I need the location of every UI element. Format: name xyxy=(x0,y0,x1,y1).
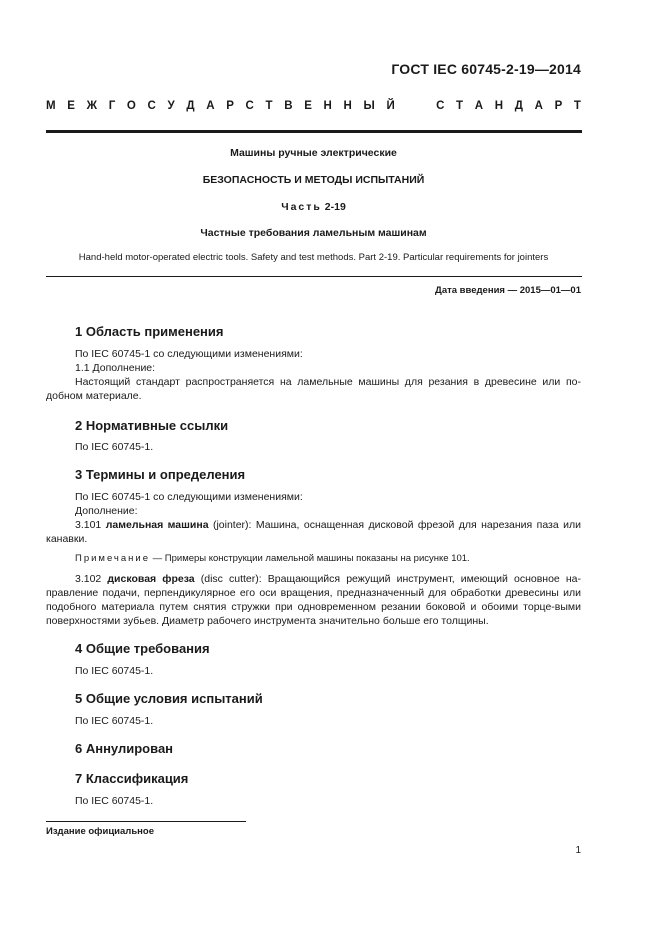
banner-letter: С xyxy=(147,100,156,112)
standard-code: ГОСТ IEC 60745-2-19—2014 xyxy=(391,61,581,77)
paragraph: По IEC 60745-1 со следующими изменениями: xyxy=(75,348,303,360)
banner-letter: Н xyxy=(323,100,332,112)
section-heading: 7 Классификация xyxy=(75,771,189,786)
banner-letter: С xyxy=(436,100,445,112)
paragraph: По IEC 60745-1 со следующими изменениями: xyxy=(75,491,303,503)
banner-letter: Д xyxy=(514,100,523,112)
header-divider xyxy=(46,130,582,133)
banner-letter: Ж xyxy=(86,100,98,112)
note-label: Примечание xyxy=(75,553,150,564)
definition-text: (disc cutter): Вращающийся режущий инструмент, имеющий основное на-правление подачи, перпендикулярное его оси вращения, предназначенный для обработки древесины или подобного материала путем снятия стружки при одновременном резании боковой и обоими торце-выми поверхностями зубьев. Диаметр рабочего инструмента значительно больше его толщины. xyxy=(46,573,582,627)
footer-divider xyxy=(46,821,246,822)
banner-letter: Р xyxy=(226,100,234,112)
note-text: — Примеры конструкции ламельной машины показаны на рисунке 101. xyxy=(152,553,470,564)
interstate-standard-banner xyxy=(46,100,581,112)
definition-number: 3.101 xyxy=(75,519,102,531)
page-number: 1 xyxy=(575,845,581,856)
banner-letter: Ы xyxy=(363,100,375,112)
title-divider xyxy=(46,276,582,277)
banner-letter: О xyxy=(126,100,136,112)
title-part-number: 2-19 xyxy=(324,201,346,213)
title-line-2: БЕЗОПАСНОСТЬ И МЕТОДЫ ИСПЫТАНИЙ xyxy=(202,174,425,186)
definition-term: ламельная машина xyxy=(105,519,209,531)
title-part xyxy=(46,201,581,213)
banner-letter: Р xyxy=(554,100,563,112)
paragraph: 1.1 Дополнение: xyxy=(75,362,156,374)
banner-letter: Т xyxy=(573,100,581,112)
banner-letter: В xyxy=(284,100,293,112)
banner-letter: М xyxy=(46,100,56,112)
title-line-1: Машины ручные электрические xyxy=(230,147,397,159)
banner-letter: А xyxy=(474,100,484,112)
banner-letter: Е xyxy=(304,100,312,112)
document-body xyxy=(46,323,581,808)
banner-letter: Т xyxy=(456,100,464,112)
section-heading: 5 Общие условия испытаний xyxy=(75,691,263,706)
paragraph: По IEC 60745-1. xyxy=(75,795,154,807)
title-line-4: Частные требования ламельным машинам xyxy=(200,227,427,239)
note-paragraph xyxy=(46,552,581,566)
banner-letter: А xyxy=(534,100,543,112)
definition-term: дисковая фреза xyxy=(107,573,195,585)
section-heading: 6 Аннулирован xyxy=(75,741,174,756)
paragraph: По IEC 60745-1. xyxy=(75,715,154,727)
introduction-date: Дата введения — 2015—01—01 xyxy=(435,285,581,296)
banner-letter: Е xyxy=(67,100,75,112)
section-heading: 4 Общие требования xyxy=(75,641,210,656)
banner-letter: Г xyxy=(108,100,116,112)
paragraph: Настоящий стандарт распространяется на ламельные машины для резания в древесине или по-добном материале. xyxy=(46,376,581,402)
paragraph: По IEC 60745-1. xyxy=(75,665,154,677)
banner-letter: Д xyxy=(186,100,195,112)
banner-letter: Т xyxy=(265,100,273,112)
definition-paragraph xyxy=(46,518,581,546)
title-english: Hand-held motor-operated electric tools. Safety and test methods. Part 2-19. Particular requirements for jointers xyxy=(78,252,549,263)
section-heading: 1 Область применения xyxy=(75,324,224,339)
paragraph: По IEC 60745-1. xyxy=(75,441,154,453)
banner-letter: А xyxy=(206,100,215,112)
definition-text: (jointer): Машина, оснащенная дисковой фрезой для нарезания паза или канавки. xyxy=(46,519,581,545)
paragraph: Дополнение: xyxy=(75,505,138,517)
definition-number: 3.102 xyxy=(75,573,102,585)
banner-letter: У xyxy=(167,100,175,112)
banner-letter: С xyxy=(245,100,254,112)
section-heading: 2 Нормативные ссылки xyxy=(75,418,229,433)
banner-letter: Й xyxy=(386,100,395,112)
banner-letter: Н xyxy=(343,100,352,112)
banner-word-gap xyxy=(406,100,424,112)
definition-paragraph xyxy=(46,572,581,628)
official-edition-label: Издание официальное xyxy=(46,826,154,837)
banner-letter: Н xyxy=(494,100,504,112)
title-part-word: Часть xyxy=(281,201,322,213)
section-heading: 3 Термины и определения xyxy=(75,467,246,482)
